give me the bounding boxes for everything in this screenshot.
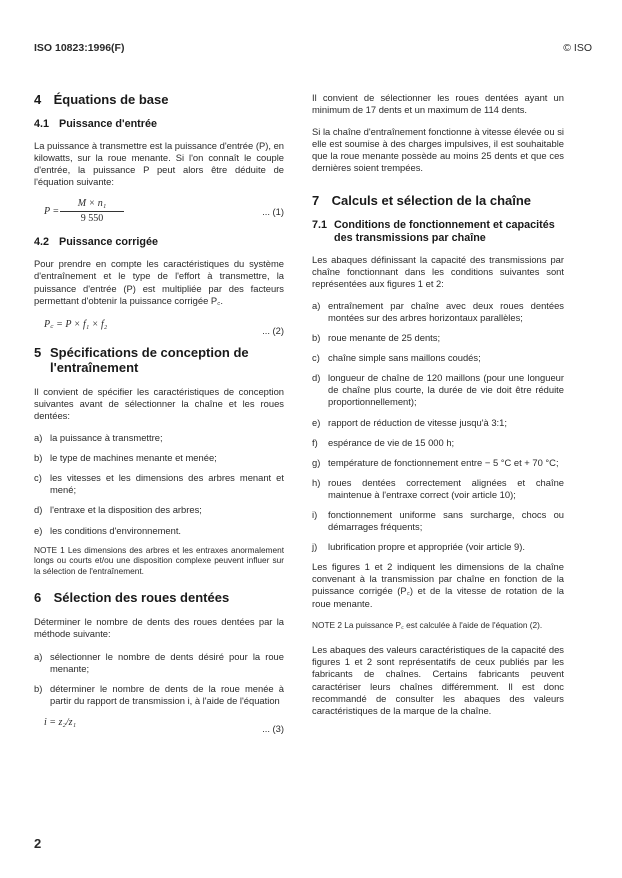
- section-number: 4.2: [34, 236, 50, 249]
- list-label: a): [312, 299, 321, 311]
- list-item: [312, 372, 564, 408]
- list-label: b): [34, 682, 43, 694]
- list-item: [312, 541, 564, 553]
- equation-expression: i = z₂/z₁: [44, 716, 77, 728]
- list-text: roues dentées correctement alignées et chaîne maintenue à l'entraxe correct (voir article 10);: [328, 476, 564, 500]
- section-title: Calculs et sélection de la chaîne: [331, 192, 532, 208]
- left-column: [34, 92, 284, 743]
- list-item: [312, 417, 564, 429]
- equation-number: ... (2): [262, 324, 284, 336]
- page-number: 2: [34, 836, 42, 851]
- equation-2: [34, 317, 284, 336]
- section-7-1-heading: [312, 219, 564, 245]
- equation-lhs: P =: [44, 206, 60, 218]
- list-text: déterminer le nombre de dents de la roue menée à partir du rapport de transmission i, à l'aide de l'équation: [50, 682, 284, 706]
- section-4-1-heading: [34, 118, 284, 131]
- copyright-mark: © ISO: [563, 42, 592, 54]
- list-item: [312, 352, 564, 364]
- section-number: 5: [34, 344, 42, 360]
- paragraph: Les abaques des valeurs caractéristiques de la capacité des figures 1 et 2 sont représentatifs de ceux publiés par les fabricants de chaînes. Certains fabricants peuvent caractériser leurs chaînes différemment. Il est donc recommandé de consulter les abaques des valeurs caractéristiques de la marque de la chaîne.: [312, 644, 564, 716]
- section-5-heading: [34, 345, 284, 375]
- section-title: Puissance d'entrée: [59, 118, 157, 130]
- note-2: NOTE 2 La puissance P꜀ est calculée à l'aide de l'équation (2).: [312, 619, 543, 630]
- list-text: entraînement par chaîne avec deux roues dentées montées sur des arbres horizontaux parallèles;: [328, 299, 564, 323]
- list-label: a): [34, 432, 43, 444]
- section-7-heading: [312, 193, 564, 208]
- section-number: 7: [312, 192, 320, 208]
- list-label: e): [312, 416, 321, 428]
- paragraph: Les figures 1 et 2 indiquent les dimensions de la chaîne convenant à la transmission par chaîne en fonction de la puissance corrigée (P꜀) et de la vitesse de rotation de la roue menante.: [312, 561, 564, 609]
- section-number: 4.1: [34, 118, 50, 130]
- list-item: [312, 437, 564, 449]
- equation-fraction: [60, 198, 124, 225]
- list-label: h): [312, 476, 321, 488]
- list-text: espérance de vie de 15 000 h;: [328, 436, 455, 448]
- section-title: Conditions de fonctionnement et capacités des transmissions par chaîne: [334, 218, 555, 244]
- list-label: c): [312, 352, 320, 364]
- list-text: chaîne simple sans maillons coudés;: [328, 352, 481, 364]
- design-specifications-list: [34, 432, 284, 537]
- list-text: roue menante de 25 dents;: [328, 332, 441, 344]
- list-label: d): [34, 504, 43, 516]
- section-4-2-heading: [34, 236, 284, 249]
- list-item: [312, 477, 564, 501]
- equation-expression: P꜀ = P × f₁ × f₂: [44, 318, 108, 330]
- paragraph: Si la chaîne d'entraînement fonctionne à vitesse élevée ou si elle est soumise à des charges impulsives, il est souhaitable que la roue menante possède au moins 25 dents et que ces dernières soient trempées.: [312, 126, 564, 174]
- right-column: [312, 92, 564, 727]
- list-text: rapport de réduction de vitesse jusqu'à 3:1;: [328, 416, 507, 428]
- list-item: [312, 332, 564, 344]
- paragraph: Pour prendre en compte les caractéristiques du système d'entraînement et le type de l'effort à transmettre, la puissance d'entrée (P) est multipliée par des facteurs permettant d'obtenir la puissance corrigée P꜀.: [34, 258, 284, 306]
- section-number: 4: [34, 92, 42, 107]
- list-text: le type de machines menante et menée;: [50, 452, 217, 464]
- list-text: l'entraxe et la disposition des arbres;: [50, 504, 202, 516]
- list-label: g): [312, 456, 321, 468]
- section-title: Puissance corrigée: [59, 236, 159, 249]
- list-text: fonctionnement uniforme sans surcharge, chocs ou démarrages fréquents;: [328, 508, 564, 533]
- list-item: [34, 452, 284, 464]
- section-title: Spécifications de conception de l'entraînement: [50, 344, 249, 375]
- list-item: [34, 651, 284, 675]
- operating-conditions-list: [312, 300, 564, 553]
- list-text: la puissance à transmettre;: [50, 432, 163, 444]
- list-label: f): [312, 436, 318, 448]
- section-4-heading: [34, 92, 284, 107]
- list-label: d): [312, 372, 321, 384]
- paragraph: Déterminer le nombre de dents des roues dentées par la méthode suivante:: [34, 616, 284, 640]
- section-title: Équations de base: [53, 92, 169, 107]
- list-text: température de fonctionnement entre − 5 °C et + 70 °C;: [328, 456, 559, 468]
- equation-3: [34, 715, 284, 734]
- list-item: [312, 457, 564, 469]
- list-item: [34, 683, 284, 707]
- section-6-heading: [34, 590, 284, 605]
- paragraph: La puissance à transmettre est la puissance d'entrée (P), en kilowatts, sur la roue menante. Si l'on connaît le couple d'entrée, la puissance P peut alors être déduite de l'équation suivante:: [34, 140, 284, 188]
- list-label: c): [34, 472, 42, 484]
- standard-designation: ISO 10823:1996(F): [34, 42, 125, 54]
- paragraph: Il convient de spécifier les caractéristiques de conception suivantes avant de sélectionner la chaîne et les roues dentées:: [34, 385, 284, 421]
- note-1: NOTE 1 Les dimensions des arbres et les entraxes anormalement longs ou courts et/ou une disposition complexe peuvent influer sur la sélection de l'entraînement.: [34, 544, 284, 576]
- fraction-numerator: M × n₁: [60, 198, 124, 212]
- equation-number: ... (1): [262, 206, 284, 218]
- list-text: les conditions d'environnement.: [50, 524, 182, 536]
- paragraph: Les abaques définissant la capacité des transmissions par chaîne fonctionnant dans les conditions suivantes sont représentées aux figures 1 et 2:: [312, 253, 564, 289]
- list-text: sélectionner le nombre de dents désiré pour la roue menante;: [50, 650, 284, 674]
- list-item: [34, 525, 284, 537]
- list-label: i): [312, 508, 318, 520]
- equation-1: [34, 198, 284, 224]
- list-label: e): [34, 524, 43, 536]
- fraction-denominator: 9 550: [80, 213, 104, 225]
- list-text: lubrification propre et appropriée (voir article 9).: [328, 541, 525, 553]
- list-label: b): [312, 332, 321, 344]
- list-text: longueur de chaîne de 120 maillons (pour une longueur de chaîne plus courte, la durée de vie doit être réduite proportionnellement);: [328, 372, 564, 408]
- list-label: a): [34, 650, 43, 662]
- section-title: Sélection des roues dentées: [53, 590, 230, 606]
- list-label: j): [312, 541, 318, 553]
- list-item: [312, 300, 564, 324]
- section-number: 7.1: [312, 218, 328, 231]
- list-item: [34, 432, 284, 444]
- list-label: b): [34, 452, 43, 464]
- paragraph: Il convient de sélectionner les roues dentées ayant un minimum de 17 dents et un maximum de 114 dents.: [312, 92, 564, 116]
- list-item: [34, 472, 284, 496]
- sprocket-selection-steps: [34, 651, 284, 707]
- list-item: [34, 504, 284, 516]
- list-text: les vitesses et les dimensions des arbres menant et mené;: [50, 472, 284, 496]
- list-item: [312, 509, 564, 533]
- equation-number: ... (3): [262, 722, 284, 734]
- section-number: 6: [34, 590, 42, 606]
